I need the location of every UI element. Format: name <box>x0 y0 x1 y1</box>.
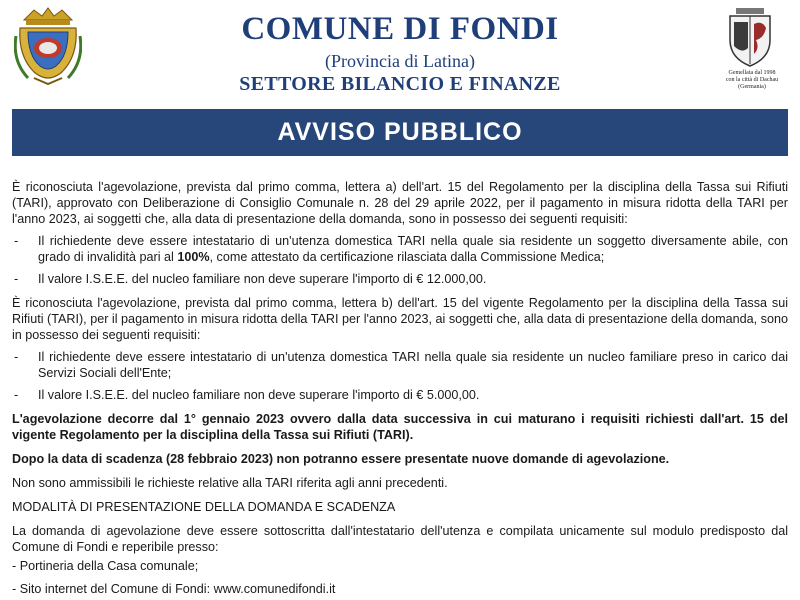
list-item: - Il valore I.S.E.E. del nucleo familiare non deve superare l'importo di € 5.000,00. <box>14 388 480 402</box>
bullet-dash: - <box>14 388 19 402</box>
notice-body <box>12 179 788 597</box>
paragraph-deadline: Dopo la data di scadenza (28 febbraio 2023) non potranno essere presentate nuove domande di agevolazione. <box>12 452 670 466</box>
section-heading: MODALITÀ DI PRESENTAZIONE DELLA DOMANDA E SCADENZA <box>12 500 396 514</box>
twin-city-note: Gemellata dal 1998 con la città di Dachau (Germania) <box>725 70 779 90</box>
fondi-crest-icon <box>14 6 82 86</box>
notice-banner <box>12 109 788 156</box>
paragraph-start-date: L'agevolazione decorre dal 1° gennaio 2023 ovvero dalla data successiva in cui maturano i requisiti richiesti dall'art. 15 del vigente Regolamento per la disciplina della Tassa sui Rifiuti (TARI). <box>12 412 788 442</box>
province-subtitle: (Provincia di Latina) <box>325 51 475 71</box>
list-item: - Il valore I.S.E.E. del nucleo familiare non deve superare l'importo di € 12.000,00. <box>14 272 487 286</box>
letterhead <box>0 0 800 106</box>
list-item: - Portineria della Casa comunale; <box>12 559 199 573</box>
paragraph-not-admissible: Non sono ammissibili le richieste relative alla TARI riferita agli anni precedenti. <box>12 476 448 490</box>
paragraph-requirements-a: È riconosciuta l'agevolazione, prevista dal primo comma, lettera a) dell'art. 15 del Regolamento per la disciplina della Tassa sui Rifiuti (TARI), approvato con Deliberazione di Consiglio Comunale n. 28 del 29 aprile 2022, per il pagamento in misura ridotta della TARI per l'anno 2023, ai soggetti che, alla data di presentazione della domanda, sono in possesso dei seguenti requisiti: <box>12 180 788 226</box>
dachau-crest-icon <box>726 8 774 68</box>
bullet-dash: - <box>14 234 19 248</box>
list-item: - Il richiedente deve essere intestatario di un'utenza domestica TARI nella quale sia residente un nucleo familiare preso in carico dai Servizi Sociali dell'Ente; <box>14 350 788 380</box>
paragraph-application: La domanda di agevolazione deve essere sottoscritta dall'intestatario dell'utenza e compilata unicamente sul modulo predisposto dal Comune di Fondi e reperibile presso: <box>12 524 788 554</box>
bullet-dash: - <box>14 350 19 364</box>
paragraph-requirements-b: È riconosciuta l'agevolazione, prevista dal primo comma, lettera b) dell'art. 15 del vigente Regolamento per la disciplina della Tassa sui Rifiuti (TARI), per il pagamento in misura ridotta della TARI per l'anno 2023, ai soggetti che, alla data di presentazione della domanda, sono in possesso dei seguenti requisiti: <box>12 296 788 342</box>
sector-title: SETTORE BILANCIO E FINANZE <box>239 73 561 95</box>
banner-title: AVVISO PUBBLICO <box>277 118 523 146</box>
bullet-dash: - <box>14 272 19 286</box>
list-item: - Il richiedente deve essere intestatario di un'utenza domestica TARI nella quale sia residente un soggetto diversamente abile, con grado di invalidità pari al 100%, come attestato da certificazione rilasciata dalla Commissione Medica; <box>14 234 788 264</box>
page-title: COMUNE DI FONDI <box>241 11 559 47</box>
list-item: - Sito internet del Comune di Fondi: www.comunedifondi.it <box>12 582 336 596</box>
